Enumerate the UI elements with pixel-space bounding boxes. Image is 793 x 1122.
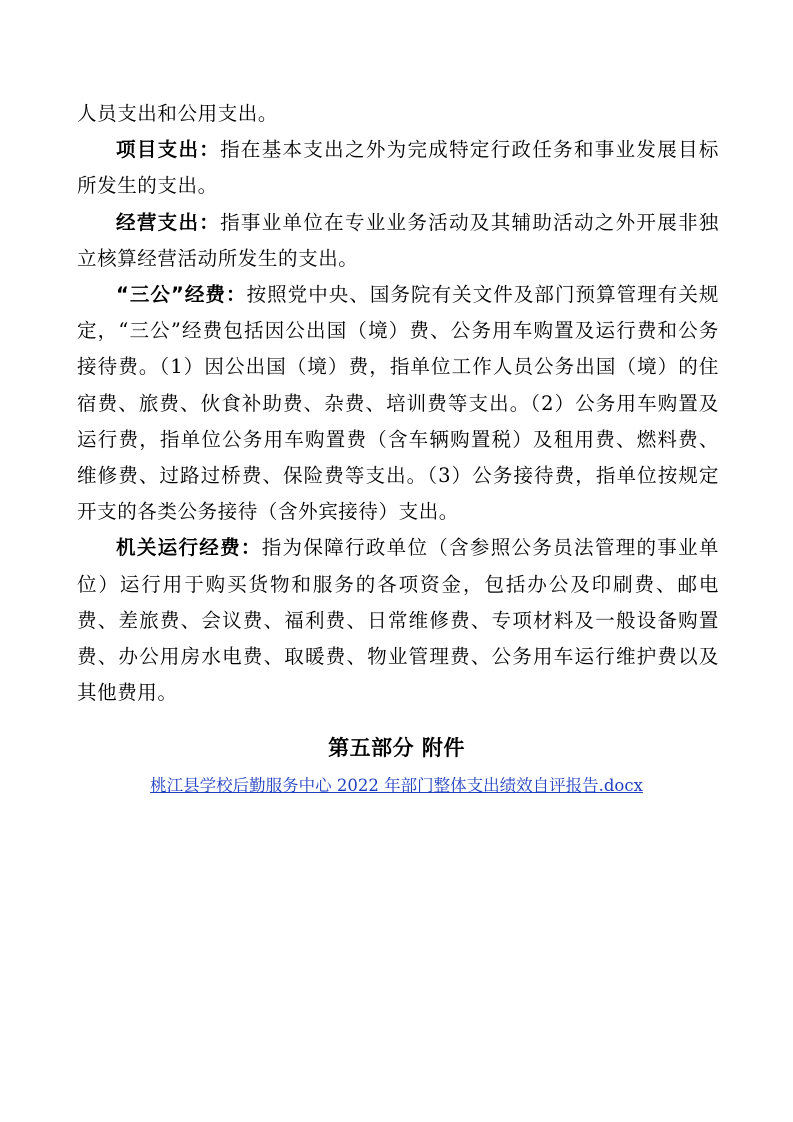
paragraph-continuation: 人员支出和公用支出。 (77, 102, 279, 125)
definition-project-spending: 指在基本支出之外为完成特定行政任务和事业发展目标所发生的支出。 (77, 138, 719, 198)
paragraph-operating-spending (77, 205, 719, 277)
attachment-link[interactable]: 桃江县学校后勤服务中心 2022 年部门整体支出绩效自评报告.docx (150, 776, 643, 795)
section-title: 第五部分 附件 (328, 736, 465, 760)
definition-operating-spending: 指事业单位在专业业务活动及其辅助活动之外开展非独立核算经营活动所发生的支出。 (77, 210, 719, 270)
term-operating-spending: 经营支出： (116, 210, 221, 234)
paragraph-project-spending (77, 132, 719, 204)
term-project-spending: 项目支出： (116, 138, 221, 162)
paragraph-three-public-expenses (77, 277, 719, 530)
term-three-public-expenses: “三公”经费： (116, 283, 247, 307)
term-agency-operating-expenses: 机关运行经费： (116, 536, 262, 560)
paragraph-agency-operating-expenses (77, 530, 719, 711)
definition-three-public-expenses: 按照党中央、国务院有关文件及部门预算管理有关规定，“三公”经费包括因公出国（境）费、公务用车购置及运行费和公务接待费。（1）因公出国（境）费，指单位工作人员公务出国（境）的住宿费、旅费、伙食补助费、杂费、培训费等支出。（2）公务用车购置及运行费，指单位公务用车购置费（含车辆购置税）及租用费、燃料费、维修费、过路过桥费、保险费等支出。（3）公务接待费，指单位按规定开支的各类公务接待（含外宾接待）支出。 (77, 283, 719, 524)
definition-agency-operating-expenses: 指为保障行政单位（含参照公务员法管理的事业单位）运行用于购买货物和服务的各项资金，包括办公及印刷费、邮电费、差旅费、会议费、福利费、日常维修费、专项材料及一般设备购置费、办公用房水电费、取暖费、物业管理费、公务用车运行维护费以及其他费用。 (77, 536, 720, 705)
document-body (77, 96, 719, 711)
